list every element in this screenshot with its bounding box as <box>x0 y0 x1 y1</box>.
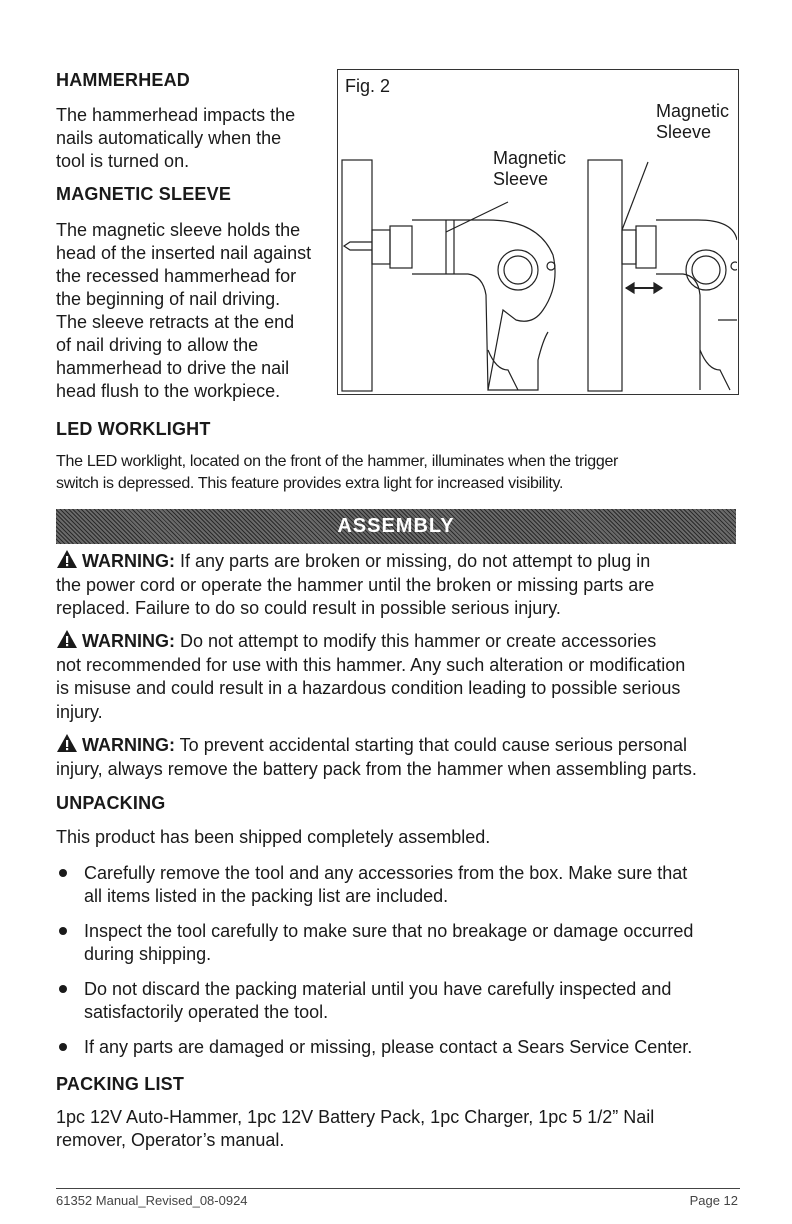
text-line: replaced. Failure to do so could result in possible serious injury. <box>56 598 561 618</box>
list-item <box>56 978 746 1024</box>
section-heading-packing-list: PACKING LIST <box>56 1074 185 1094</box>
list-item <box>56 920 746 966</box>
figure-2 <box>337 69 739 395</box>
warning-triangle-icon <box>56 733 78 753</box>
text-line: tool is turned on. <box>56 151 190 171</box>
footer-divider <box>56 1188 740 1189</box>
text-line: The magnetic sleeve holds the <box>56 220 301 240</box>
led-worklight-text <box>56 451 746 495</box>
callout-label-left <box>493 148 566 190</box>
magnetic-sleeve-text <box>56 219 338 403</box>
text-line: injury. <box>56 701 103 722</box>
list-item <box>56 1036 746 1059</box>
hammer-tool-right <box>622 220 737 390</box>
text-line: To prevent accidental starting that could cause serious personal <box>175 735 687 755</box>
warning-first-line <box>56 733 756 758</box>
text-line: Do not discard the packing material until you have carefully inspected and <box>84 979 672 999</box>
section-heading-unpacking: UNPACKING <box>56 793 166 813</box>
bullet-dot <box>59 927 67 935</box>
text-line: the power cord or operate the hammer until the broken or missing parts are <box>56 574 655 595</box>
text-line: is misuse and could result in a hazardous condition leading to possible serious <box>56 678 681 698</box>
text-line: the beginning of nail driving. <box>56 289 281 309</box>
warning-first-line <box>56 629 756 654</box>
unpacking-intro: This product has been shipped completely assembled. <box>56 827 491 847</box>
assembly-banner <box>56 509 736 544</box>
text-line: 1pc 12V Auto-Hammer, 1pc 12V Battery Pack, 1pc Charger, 1pc 5 1/2” Nail <box>56 1107 655 1127</box>
callout-text: Sleeve <box>493 169 549 189</box>
warning-label: WARNING: <box>82 735 175 755</box>
unpacking-bullet-list <box>56 862 746 1059</box>
text-line: The LED worklight, located on the front of the hammer, illuminates when the trigger <box>56 453 619 470</box>
workpiece-right <box>588 160 622 391</box>
text-line: If any parts are broken or missing, do not attempt to plug in <box>175 551 651 571</box>
text-line: Do not attempt to modify this hammer or create accessories <box>175 631 657 651</box>
callout-line-right <box>622 162 648 230</box>
section-heading-hammerhead: HAMMERHEAD <box>56 70 190 90</box>
footer-page-number: Page 12 <box>689 1193 738 1208</box>
warning-triangle-icon <box>56 629 78 649</box>
warning-label: WARNING: <box>82 631 175 651</box>
text-line: remover, Operator’s manual. <box>56 1130 285 1150</box>
bullet-dot <box>59 985 67 993</box>
bullet-dot <box>59 869 67 877</box>
warning-block-2 <box>56 629 756 724</box>
callout-text: Magnetic <box>493 148 567 168</box>
text-line: head of the inserted nail against <box>56 243 312 263</box>
callout-text: Magnetic <box>656 101 730 121</box>
text-line: The hammerhead impacts the <box>56 105 296 125</box>
workpiece-left <box>342 160 372 391</box>
text-line: If any parts are damaged or missing, please contact a Sears Service Center. <box>84 1037 693 1057</box>
text-line: not recommended for use with this hammer. Any such alteration or modification <box>56 654 686 675</box>
footer-document-id: 61352 Manual_Revised_08-0924 <box>56 1193 248 1208</box>
text-line: injury, always remove the battery pack from the hammer when assembling parts. <box>56 758 697 779</box>
text-line: satisfactorily operated the tool. <box>84 1002 329 1022</box>
callout-label-right <box>656 101 729 143</box>
callout-line-left <box>446 202 508 232</box>
hammer-tool-left <box>344 220 555 390</box>
text-line: the recessed hammerhead for <box>56 266 297 286</box>
text-line: head flush to the workpiece. <box>56 381 281 401</box>
warning-block-1 <box>56 549 756 621</box>
list-item <box>56 862 746 908</box>
bullet-dot <box>59 1043 67 1051</box>
double-arrow-icon <box>626 283 662 293</box>
text-line: hammerhead to drive the nail <box>56 358 290 378</box>
warning-label: WARNING: <box>82 551 175 571</box>
banner-title: ASSEMBLY <box>337 515 455 537</box>
text-line: of nail driving to allow the <box>56 335 259 355</box>
warning-block-3 <box>56 733 756 781</box>
text-line: all items listed in the packing list are included. <box>84 886 449 906</box>
text-line: Inspect the tool carefully to make sure that no breakage or damage occurred <box>84 921 694 941</box>
warning-first-line <box>56 549 756 574</box>
text-line: The sleeve retracts at the end <box>56 312 295 332</box>
warning-triangle-icon <box>56 549 78 569</box>
text-line: switch is depressed. This feature provides extra light for increased visibility. <box>56 475 564 492</box>
section-heading-magnetic-sleeve: MAGNETIC SLEEVE <box>56 184 232 204</box>
section-heading-led-worklight: LED WORKLIGHT <box>56 419 211 439</box>
text-line: during shipping. <box>84 944 212 964</box>
text-line: Carefully remove the tool and any accessories from the box. Make sure that <box>84 863 688 883</box>
callout-text: Sleeve <box>656 122 712 142</box>
packing-list-text <box>56 1106 756 1152</box>
text-line: nails automatically when the <box>56 128 282 148</box>
hammerhead-text <box>56 104 336 173</box>
figure-label: Fig. 2 <box>345 76 391 96</box>
